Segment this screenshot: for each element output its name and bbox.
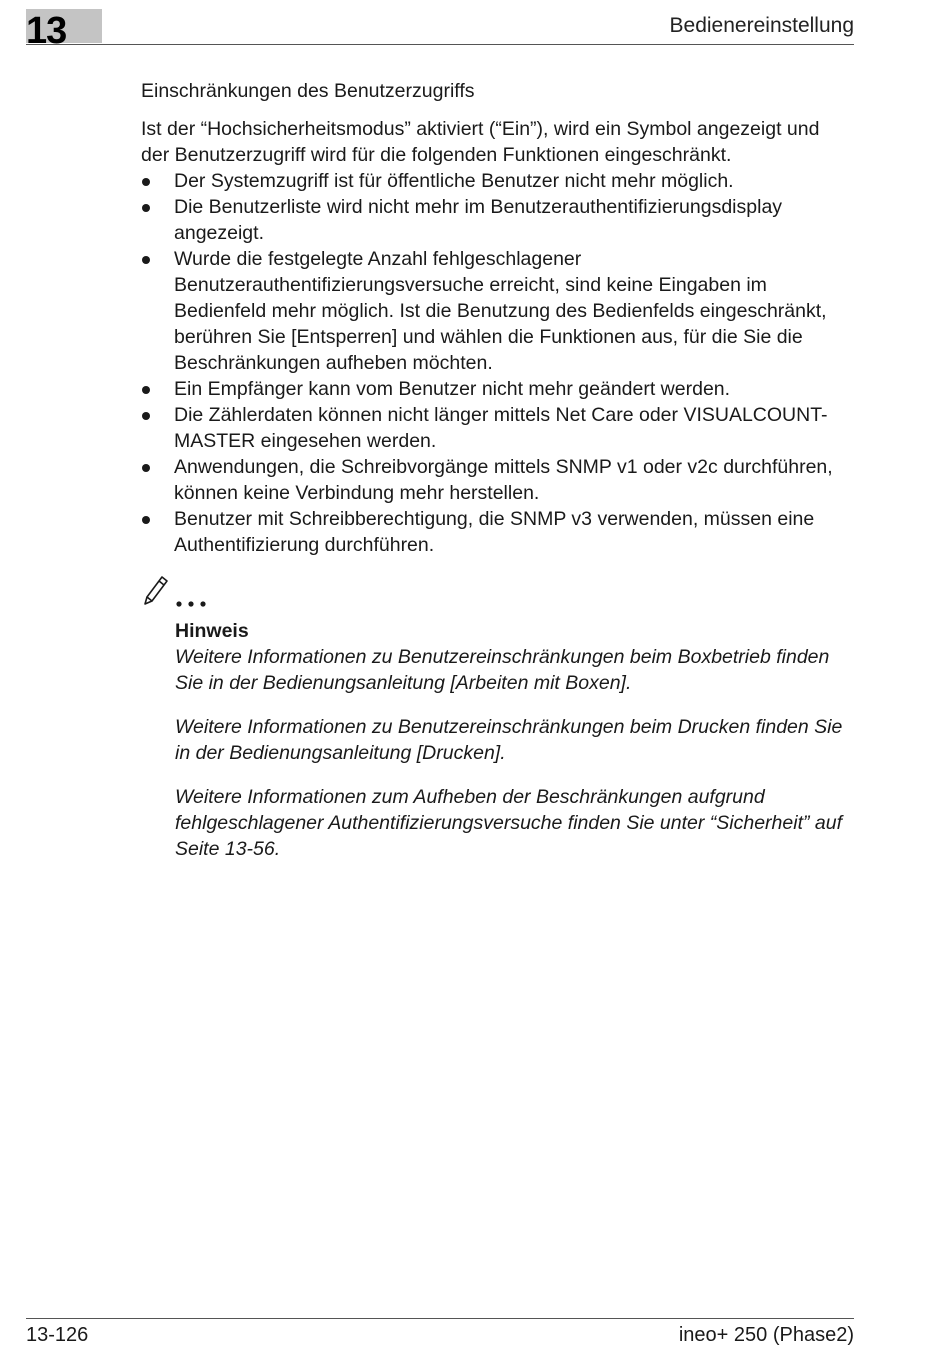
list-item-text: Die Zählerdaten können nicht länger mittels Net Care oder VISUALCOUNT-MASTER eingesehen werden. — [174, 404, 828, 452]
note-heading: Hinweis — [175, 620, 249, 642]
list-item — [141, 376, 853, 402]
list-item — [141, 194, 853, 246]
list-item-text: Der Systemzugriff ist für öffentliche Benutzer nicht mehr möglich. — [174, 170, 734, 192]
list-item — [141, 246, 853, 376]
bullet-icon — [142, 464, 150, 472]
product-name: ineo+ 250 (Phase2) — [678, 1324, 854, 1346]
bullet-icon — [142, 204, 150, 212]
list-item — [141, 402, 853, 454]
list-item-text: Die Benutzerliste wird nicht mehr im Benutzerauthentifizierungsdisplay angezeigt. — [174, 196, 783, 244]
section-heading: Einschränkungen des Benutzerzugriffs — [141, 80, 475, 102]
note-paragraph: Weitere Informationen zu Benutzereinschränkungen beim Boxbetrieb finden Sie in der Bedienungsanleitung [Arbeiten mit Boxen]. — [175, 646, 830, 694]
list-item — [141, 454, 853, 506]
note-box — [141, 572, 853, 880]
page-number: 13-126 — [26, 1324, 89, 1346]
header-divider — [26, 44, 854, 45]
list-item-text: Benutzer mit Schreibberechtigung, die SNMP v3 verwenden, müssen eine Authentifizierung durchführen. — [174, 508, 815, 556]
bullet-icon — [142, 412, 150, 420]
main-content — [141, 78, 853, 558]
bullet-icon — [142, 516, 150, 524]
chapter-number: 13 — [26, 10, 67, 52]
bullet-icon — [142, 386, 150, 394]
list-item — [141, 168, 853, 194]
note-paragraph: Weitere Informationen zum Aufheben der Beschränkungen aufgrund fehlgeschlagener Authentifizierungsversuche finden Sie unter “Sicherheit” auf Seite 13-56. — [175, 786, 843, 860]
intro-paragraph: Ist der “Hochsicherheitsmodus” aktiviert (“Ein”), wird ein Symbol angezeigt und der Benutzerzugriff wird für die folgenden Funktionen eingeschränkt. — [141, 118, 820, 166]
bullet-icon — [142, 178, 150, 186]
pencil-note-icon — [141, 572, 211, 610]
list-item-text: Ein Empfänger kann vom Benutzer nicht mehr geändert werden. — [174, 378, 731, 400]
running-header-title: Bedienereinstellung — [669, 14, 854, 37]
list-item — [141, 506, 853, 558]
footer-divider — [26, 1318, 854, 1319]
note-body — [175, 618, 853, 862]
list-item-text: Wurde die festgelegte Anzahl fehlgeschlagener Benutzerauthentifizierungsversuche erreicht, sind keine Eingaben im Bedienfeld mehr möglich. Ist die Benutzung des Bedienfelds eingeschränkt, berühren Sie [Entsperren] und wählen die Funktionen aus, für die Sie die Beschränkungen aufheben möchten. — [174, 248, 827, 374]
bullet-icon — [142, 256, 150, 264]
list-item-text: Anwendungen, die Schreibvorgänge mittels SNMP v1 oder v2c durchführen, können keine Verbindung mehr herstellen. — [174, 456, 833, 504]
note-paragraph: Weitere Informationen zu Benutzereinschränkungen beim Drucken finden Sie in der Bedienungsanleitung [Drucken]. — [175, 716, 843, 764]
restriction-list — [141, 168, 853, 558]
